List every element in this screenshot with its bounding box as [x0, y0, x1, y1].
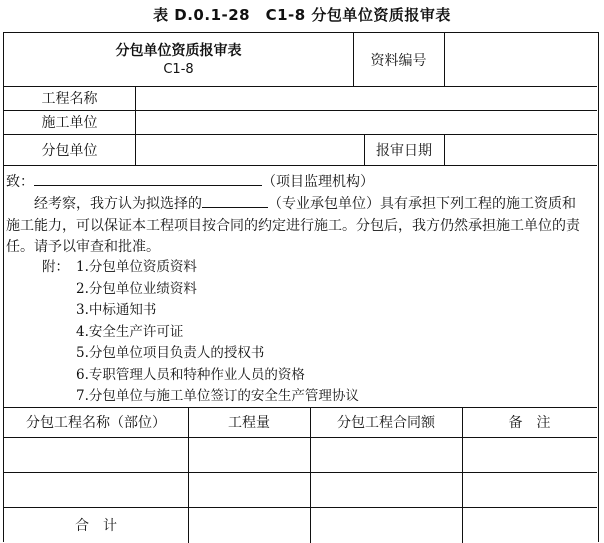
form-title-code: C1-8 [163, 61, 194, 77]
table-row[interactable] [4, 437, 597, 472]
to-label: 致： [6, 174, 34, 190]
letter-salutation [6, 170, 584, 194]
table-caption: 表 D.0.1-28 C1-8 分包单位资质报审表 [153, 6, 451, 24]
doc-no-label: 资料编号 [370, 52, 427, 69]
attachment-item: 3.中标通知书 [76, 302, 157, 318]
attachment-item: 1.分包单位资质资料 [76, 259, 197, 275]
table-row[interactable] [4, 472, 597, 507]
attachment-item: 2.分包单位业绩资料 [76, 280, 197, 297]
col-header-quantity: 工程量 [228, 415, 270, 431]
construction-unit-field[interactable] [135, 110, 597, 134]
attachments-label: 附： [42, 259, 69, 275]
project-name-field[interactable] [135, 86, 597, 110]
submit-date-label: 报审日期 [376, 142, 432, 159]
form-title-main: 分包单位资质报审表 [115, 42, 242, 59]
supervision-org-blank[interactable] [34, 170, 262, 186]
paragraph-body: （专业承包单位）具有承担下列工程的施工资质和施工能力，可以保证本工程项目按合同的约定进行施工。分包后，我方仍然承担施工单位的责任。请予以审查和批准。 [6, 196, 580, 255]
subcontract-unit-field[interactable] [135, 134, 364, 165]
form-frame [3, 32, 599, 542]
total-row-fields[interactable] [188, 507, 597, 543]
attachment-item: 5.分包单位项目负责人的授权书 [76, 345, 265, 361]
to-suffix: （项目监理机构） [262, 174, 374, 190]
submit-date-field[interactable] [444, 134, 597, 165]
form-title [4, 33, 353, 86]
construction-unit-label: 施工单位 [41, 115, 98, 131]
letter-paragraph [6, 192, 584, 259]
project-name-label: 工程名称 [41, 91, 98, 107]
col-header-remarks: 备 注 [508, 415, 551, 431]
col-header-subproject: 分包工程名称（部位） [26, 415, 166, 431]
attachment-item: 4.安全生产许可证 [76, 323, 184, 340]
col-header-contract-amount: 分包工程合同额 [337, 415, 435, 431]
subcontract-unit-label: 分包单位 [41, 142, 98, 159]
paragraph-lead: 经考察，我方认为拟选择的 [34, 196, 202, 212]
contractor-blank[interactable] [202, 192, 268, 208]
total-label: 合 计 [75, 518, 117, 534]
attachment-item: 6.专职管理人员和特种作业人员的资格 [76, 366, 305, 383]
attachment-item: 7.分包单位与施工单位签订的安全生产管理协议 [76, 388, 359, 404]
doc-no-field[interactable] [444, 33, 597, 86]
